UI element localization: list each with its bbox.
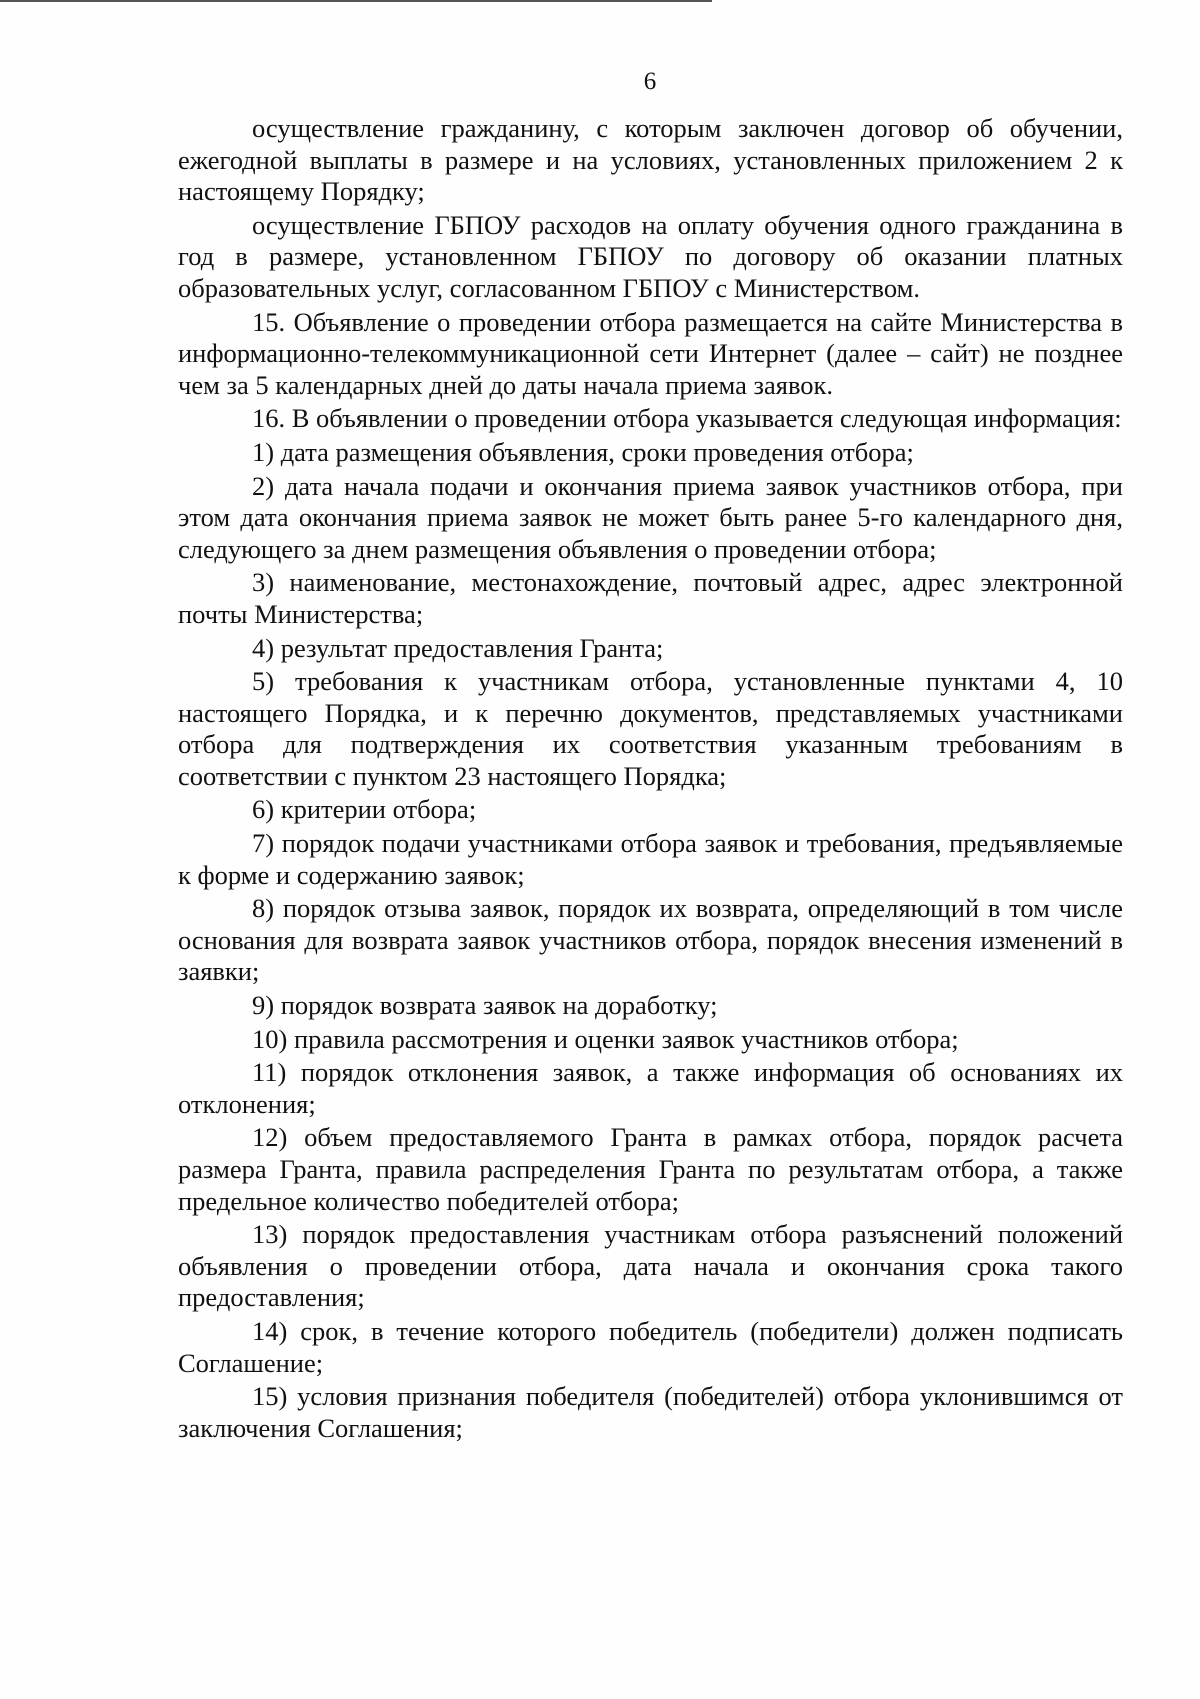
list-item: 15) условия признания победителя (победителей) отбора уклонившимся от заключения Соглашения;: [178, 1381, 1123, 1443]
list-item: 10) правила рассмотрения и оценки заявок участников отбора;: [252, 1023, 959, 1054]
paragraph: осуществление гражданину, с которым заключен договор об обучении, ежегодной выплаты в размере и на условиях, установленных приложением 2 к настоящему Порядку;: [178, 113, 1123, 207]
page-number: 6: [643, 68, 657, 95]
list-item: 5) требования к участникам отбора, установленные пунктами 4, 10 настоящего Порядка, и к перечню документов, представляемых участниками отбора для подтверждения их соответствия указанным требованиям в соответствии с пунктом 23 настоящего Порядка;: [178, 666, 1123, 791]
top-edge-line: [0, 0, 712, 2]
list-item: 1) дата размещения объявления, сроки проведения отбора;: [252, 436, 914, 467]
paragraph: осуществление ГБПОУ расходов на оплату обучения одного гражданина в год в размере, установленном ГБПОУ по договору об оказании платных образовательных услуг, согласованном ГБПОУ с Министерством.: [178, 209, 1123, 303]
list-item: 6) критерии отбора;: [252, 794, 477, 825]
list-item: 3) наименование, местонахождение, почтовый адрес, адрес электронной почты Министерства;: [178, 567, 1123, 629]
list-item: 13) порядок предоставления участникам отбора разъяснений положений объявления о проведении отбора, дата начала и окончания срока такого предоставления;: [178, 1219, 1123, 1313]
list-item: 9) порядок возврата заявок на доработку;: [252, 990, 718, 1021]
list-item: 4) результат предоставления Гранта;: [252, 632, 664, 663]
document-body: [178, 113, 1123, 1444]
list-item: 8) порядок отзыва заявок, порядок их возврата, определяющий в том числе основания для возврата заявок участников отбора, порядок внесения изменений в заявки;: [178, 893, 1123, 987]
list-item: 7) порядок подачи участниками отбора заявок и требования, предъявляемые к форме и содержанию заявок;: [178, 828, 1123, 890]
paragraph: 15. Объявление о проведении отбора размещается на сайте Министерства в информационно-телекоммуникационной сети Интернет (далее – сайт) не позднее чем за 5 календарных дней до даты начала приема заявок.: [178, 306, 1123, 400]
list-item: 11) порядок отклонения заявок, а также информация об основаниях их отклонения;: [178, 1057, 1123, 1119]
list-item: 12) объем предоставляемого Гранта в рамках отбора, порядок расчета размера Гранта, правила распределения Гранта по результатам отбора, а также предельное количество победителей отбора;: [178, 1122, 1123, 1216]
paragraph: 16. В объявлении о проведении отбора указывается следующая информация:: [252, 403, 1122, 434]
list-item: 2) дата начала подачи и окончания приема заявок участников отбора, при этом дата окончания приема заявок не может быть ранее 5-го календарного дня, следующего за днем размещения объявления о проведении отбора;: [178, 470, 1123, 564]
list-item: 14) срок, в течение которого победитель (победители) должен подписать Соглашение;: [178, 1315, 1123, 1378]
